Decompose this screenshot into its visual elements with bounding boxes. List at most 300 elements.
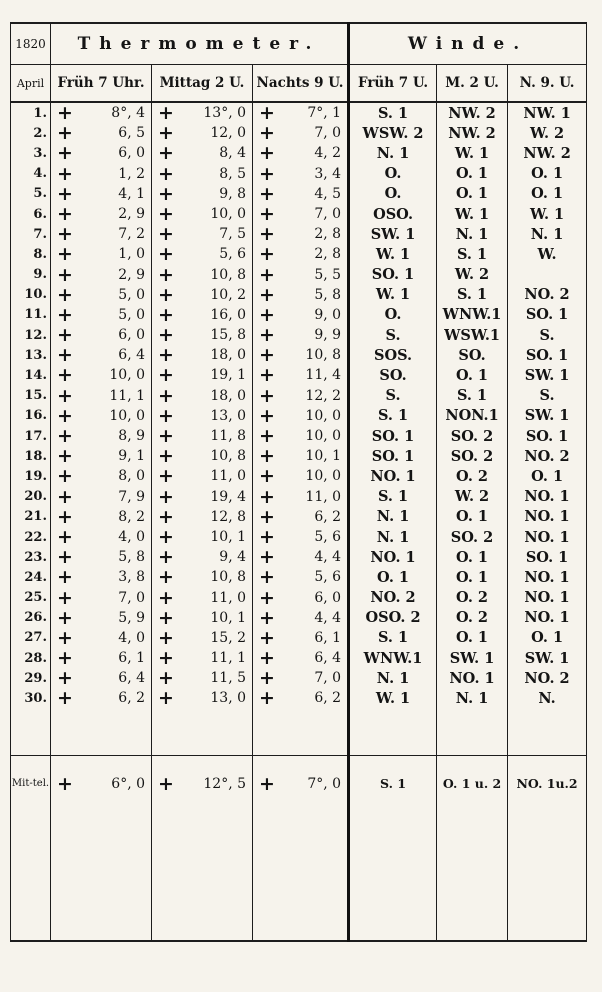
day-number: 7. <box>11 224 51 244</box>
table-row <box>11 365 587 385</box>
mean-row <box>11 755 587 812</box>
plus-sign: + <box>158 224 174 245</box>
wind-morning-cell: S. <box>349 325 437 345</box>
temp-morning-cell <box>51 648 152 668</box>
thermometer-title: Thermometer. <box>51 23 349 65</box>
temp-morning-cell <box>51 446 152 466</box>
plus-sign: + <box>57 123 73 144</box>
day-number: 28. <box>11 648 51 668</box>
temp-morning-cell <box>51 588 152 608</box>
wind-noon-cell: O. 1 <box>437 567 508 587</box>
wind-night-cell: N. <box>508 688 587 708</box>
temperature-value: 5, 0 <box>118 286 145 303</box>
plus-sign: + <box>158 426 174 447</box>
wind-noon-cell: SO. <box>437 345 508 365</box>
table-row <box>11 143 587 163</box>
plus-sign: + <box>158 688 174 709</box>
wind-night-cell: SW. 1 <box>508 648 587 668</box>
wind-night-cell: NW. 2 <box>508 143 587 163</box>
temperature-value: 10, 0 <box>305 428 342 444</box>
col-header-wind-night: N. 9. U. <box>508 65 587 103</box>
wind-night-cell: NO. 1 <box>508 527 587 547</box>
plus-sign: + <box>158 607 174 628</box>
wind-morning-cell: SO. <box>349 365 437 385</box>
plus-sign: + <box>57 365 73 386</box>
plus-sign: + <box>57 648 73 669</box>
wind-morning-cell: SO. 1 <box>349 265 437 285</box>
day-number: 13. <box>11 345 51 365</box>
plus-sign: + <box>259 486 275 507</box>
blank-cell <box>51 709 152 756</box>
temperature-value: 15, 8 <box>210 327 246 344</box>
temp-night-cell <box>253 466 349 486</box>
wind-morning-cell: S. 1 <box>349 102 437 123</box>
temp-night-cell <box>253 102 349 123</box>
plus-sign: + <box>259 385 275 406</box>
temp-noon-cell <box>152 204 253 224</box>
day-number: 12. <box>11 325 51 345</box>
day-number: 4. <box>11 164 51 184</box>
temp-night-cell <box>253 547 349 567</box>
wind-noon-cell: W. 1 <box>437 143 508 163</box>
temperature-value: 11, 0 <box>210 589 246 606</box>
wind-night-cell: NO. 2 <box>508 446 587 466</box>
day-number: 26. <box>11 608 51 628</box>
wind-noon-cell: SO. 2 <box>437 527 508 547</box>
temp-night-cell <box>253 164 349 184</box>
wind-noon-cell: NW. 2 <box>437 102 508 123</box>
temperature-value: 10, 0 <box>109 367 145 384</box>
plus-sign: + <box>259 446 275 467</box>
mean-temp-morning <box>51 755 152 812</box>
temp-noon-cell <box>152 406 253 426</box>
wind-morning-cell: NO. 1 <box>349 466 437 486</box>
wind-noon-cell: O. 1 <box>437 164 508 184</box>
temp-morning-cell <box>51 365 152 385</box>
blank-row <box>11 709 587 756</box>
temperature-value: 4, 4 <box>314 549 342 566</box>
wind-noon-cell: WNW.1 <box>437 305 508 325</box>
temp-night-cell <box>253 608 349 628</box>
temp-noon-cell <box>152 527 253 547</box>
table-row <box>11 648 587 668</box>
temp-noon-cell <box>152 648 253 668</box>
plus-sign: + <box>259 163 275 184</box>
wind-morning-cell: SW. 1 <box>349 224 437 244</box>
temperature-value: 9, 4 <box>219 549 246 566</box>
temperature-value: 2, 9 <box>118 205 145 222</box>
temperature-value: 19, 4 <box>210 488 246 505</box>
temperature-value: 9, 8 <box>219 185 246 202</box>
temperature-value: 8, 9 <box>118 428 145 444</box>
temperature-value: 10, 0 <box>305 468 342 485</box>
wind-night-cell: NO. 1 <box>508 507 587 527</box>
temp-noon-cell <box>152 446 253 466</box>
temperature-value: 10, 1 <box>210 528 246 545</box>
plus-sign: + <box>57 627 73 649</box>
table-row <box>11 386 587 406</box>
plus-sign: + <box>158 648 174 669</box>
plus-sign: + <box>57 224 73 245</box>
temperature-value: 8, 4 <box>219 145 246 162</box>
temp-night-cell <box>253 325 349 345</box>
temperature-value: 7, 0 <box>314 205 342 222</box>
plus-sign: + <box>57 325 73 346</box>
weather-table <box>10 22 587 942</box>
temperature-value: 11, 1 <box>109 387 145 404</box>
day-number: 3. <box>11 143 51 163</box>
temp-morning-cell <box>51 426 152 446</box>
table-row <box>11 608 587 628</box>
temp-night-cell <box>253 285 349 305</box>
plus-sign: + <box>259 668 275 689</box>
wind-night-cell: S. <box>508 325 587 345</box>
day-number: 6. <box>11 204 51 224</box>
mean-label: Mit-tel. <box>11 755 51 812</box>
plus-sign: + <box>57 426 73 447</box>
wind-morning-cell: OSO. 2 <box>349 608 437 628</box>
plus-sign: + <box>259 587 275 608</box>
wind-noon-cell: O. 1 <box>437 628 508 648</box>
plus-sign: + <box>259 244 275 265</box>
temperature-value: 5, 5 <box>314 266 342 283</box>
mean-wind-morning: S. 1 <box>349 755 437 812</box>
plus-sign: + <box>158 446 174 467</box>
day-number: 29. <box>11 668 51 688</box>
table-row <box>11 184 587 204</box>
plus-sign: + <box>259 325 275 346</box>
temp-night-cell <box>253 386 349 406</box>
plus-sign: + <box>259 627 275 649</box>
plus-sign: + <box>57 526 73 548</box>
table-row <box>11 265 587 285</box>
day-number: 30. <box>11 688 51 708</box>
temp-night-cell <box>253 184 349 204</box>
plus-sign: + <box>259 203 275 225</box>
plus-sign: + <box>158 345 174 366</box>
blank-cell <box>11 812 51 941</box>
plus-sign: + <box>158 284 174 305</box>
temp-noon-cell <box>152 102 253 123</box>
table-row <box>11 325 587 345</box>
wind-morning-cell: S. 1 <box>349 487 437 507</box>
blank-cell <box>253 709 349 756</box>
temp-morning-cell <box>51 345 152 365</box>
temp-night-cell <box>253 143 349 163</box>
table-row <box>11 688 587 708</box>
plus-sign: + <box>57 607 73 628</box>
temp-noon-cell <box>152 507 253 527</box>
wind-noon-cell: W. 1 <box>437 204 508 224</box>
temperature-value: 9, 1 <box>118 448 145 465</box>
temperature-value: 10, 8 <box>210 448 246 465</box>
table-row <box>11 102 587 123</box>
plus-sign: + <box>57 486 73 507</box>
plus-sign: + <box>259 466 275 487</box>
table-row <box>11 487 587 507</box>
temp-noon-cell <box>152 688 253 708</box>
day-number: 25. <box>11 588 51 608</box>
temp-morning-cell <box>51 164 152 184</box>
blank-cell <box>11 709 51 756</box>
temp-night-cell <box>253 507 349 527</box>
plus-sign: + <box>57 345 73 366</box>
temp-night-cell <box>253 668 349 688</box>
temperature-value: 7°, 0 <box>307 775 342 792</box>
temp-night-cell <box>253 345 349 365</box>
wind-noon-cell: O. 2 <box>437 588 508 608</box>
temp-night-cell <box>253 224 349 244</box>
temperature-value: 8, 2 <box>118 508 145 525</box>
plus-sign: + <box>158 102 174 124</box>
temp-noon-cell <box>152 325 253 345</box>
temp-night-cell <box>253 567 349 587</box>
plus-sign: + <box>158 123 174 144</box>
temperature-value: 4, 0 <box>118 629 145 646</box>
temperature-value: 10, 1 <box>210 609 246 626</box>
temp-noon-cell <box>152 628 253 648</box>
plus-sign: + <box>158 486 174 507</box>
temp-noon-cell <box>152 123 253 143</box>
plus-sign: + <box>259 772 275 795</box>
wind-night-cell: SO. 1 <box>508 305 587 325</box>
temperature-value: 6, 2 <box>314 508 342 525</box>
temp-noon-cell <box>152 487 253 507</box>
temperature-value: 10, 0 <box>210 205 246 222</box>
wind-noon-cell: O. 1 <box>437 547 508 567</box>
temp-noon-cell <box>152 386 253 406</box>
temperature-value: 11, 0 <box>210 468 246 485</box>
temp-morning-cell <box>51 123 152 143</box>
plus-sign: + <box>57 203 73 225</box>
plus-sign: + <box>57 668 73 689</box>
temp-morning-cell <box>51 265 152 285</box>
temp-noon-cell <box>152 588 253 608</box>
plus-sign: + <box>57 567 73 588</box>
wind-noon-cell: SO. 2 <box>437 426 508 446</box>
temp-morning-cell <box>51 487 152 507</box>
temperature-value: 8, 5 <box>219 165 246 182</box>
plus-sign: + <box>259 123 275 144</box>
temperature-value: 10, 8 <box>210 266 246 283</box>
day-number: 10. <box>11 285 51 305</box>
table-row <box>11 628 587 648</box>
temperature-value: 6°, 0 <box>111 775 145 792</box>
col-header-temp-noon: Mittag 2 U. <box>152 65 253 103</box>
temp-morning-cell <box>51 406 152 426</box>
temp-night-cell <box>253 305 349 325</box>
temperature-value: 3, 4 <box>314 165 342 182</box>
blank-row <box>11 812 587 941</box>
wind-night-cell: NO. 2 <box>508 668 587 688</box>
day-number: 21. <box>11 507 51 527</box>
plus-sign: + <box>158 772 174 795</box>
temp-morning-cell <box>51 244 152 264</box>
plus-sign: + <box>158 143 174 164</box>
temperature-value: 16, 0 <box>210 306 246 323</box>
temperature-value: 4, 2 <box>314 145 342 162</box>
temperature-value: 6, 1 <box>314 629 342 646</box>
plus-sign: + <box>259 405 275 426</box>
temperature-value: 18, 0 <box>210 387 246 404</box>
table-row <box>11 164 587 184</box>
temp-noon-cell <box>152 426 253 446</box>
year-label: 1820 <box>11 23 51 65</box>
wind-morning-cell: N. 1 <box>349 527 437 547</box>
temp-night-cell <box>253 527 349 547</box>
plus-sign: + <box>57 284 73 305</box>
plus-sign: + <box>158 325 174 346</box>
wind-noon-cell: WSW.1 <box>437 325 508 345</box>
blank-cell <box>508 812 587 941</box>
temp-morning-cell <box>51 628 152 648</box>
temperature-value: 2, 9 <box>118 266 145 283</box>
mean-wind-night: NO. 1u.2 <box>508 755 587 812</box>
plus-sign: + <box>158 304 174 326</box>
col-header-temp-morning: Früh 7 Uhr. <box>51 65 152 103</box>
temperature-value: 6, 4 <box>314 650 342 667</box>
plus-sign: + <box>158 526 174 548</box>
temperature-value: 9, 0 <box>314 306 342 323</box>
mean-temp-noon <box>152 755 253 812</box>
plus-sign: + <box>158 183 174 204</box>
temp-morning-cell <box>51 285 152 305</box>
temperature-value: 12, 8 <box>210 508 246 525</box>
temperature-value: 15, 2 <box>210 629 246 646</box>
wind-noon-cell: W. 2 <box>437 265 508 285</box>
wind-night-cell <box>508 265 587 285</box>
table-row <box>11 507 587 527</box>
plus-sign: + <box>259 506 275 527</box>
table-row <box>11 668 587 688</box>
temp-morning-cell <box>51 608 152 628</box>
blank-cell <box>437 709 508 756</box>
temperature-value: 10, 2 <box>210 286 246 303</box>
plus-sign: + <box>57 506 73 527</box>
temp-night-cell <box>253 426 349 446</box>
temp-morning-cell <box>51 668 152 688</box>
wind-noon-cell: O. 2 <box>437 466 508 486</box>
temperature-value: 10, 8 <box>210 569 246 586</box>
wind-morning-cell: W. 1 <box>349 688 437 708</box>
wind-noon-cell: O. 1 <box>437 507 508 527</box>
temperature-value: 12, 2 <box>305 387 342 404</box>
temperature-value: 10, 0 <box>305 407 342 424</box>
temperature-value: 7°, 1 <box>307 105 342 121</box>
temp-night-cell <box>253 628 349 648</box>
plus-sign: + <box>259 688 275 709</box>
temp-noon-cell <box>152 668 253 688</box>
temp-night-cell <box>253 688 349 708</box>
wind-night-cell: NO. 2 <box>508 285 587 305</box>
temp-noon-cell <box>152 164 253 184</box>
table-row <box>11 588 587 608</box>
temp-morning-cell <box>51 547 152 567</box>
plus-sign: + <box>259 547 275 568</box>
plus-sign: + <box>158 466 174 487</box>
temp-night-cell <box>253 487 349 507</box>
temp-night-cell <box>253 446 349 466</box>
temp-morning-cell <box>51 567 152 587</box>
temp-night-cell <box>253 648 349 668</box>
col-header-temp-night: Nachts 9 U. <box>253 65 349 103</box>
temperature-value: 5, 6 <box>219 246 246 263</box>
blank-cell <box>437 812 508 941</box>
temp-morning-cell <box>51 325 152 345</box>
day-number: 5. <box>11 184 51 204</box>
wind-morning-cell: W. 1 <box>349 285 437 305</box>
plus-sign: + <box>259 365 275 386</box>
temp-noon-cell <box>152 547 253 567</box>
plus-sign: + <box>57 446 73 467</box>
plus-sign: + <box>259 224 275 245</box>
temp-morning-cell <box>51 527 152 547</box>
temp-night-cell <box>253 365 349 385</box>
temp-morning-cell <box>51 204 152 224</box>
temperature-value: 13, 0 <box>210 407 246 424</box>
wind-night-cell: NO. 1 <box>508 487 587 507</box>
wind-morning-cell: N. 1 <box>349 668 437 688</box>
wind-morning-cell: O. <box>349 305 437 325</box>
day-number: 1. <box>11 102 51 123</box>
table-row <box>11 466 587 486</box>
wind-morning-cell: WSW. 2 <box>349 123 437 143</box>
temperature-value: 11, 4 <box>305 367 342 384</box>
table-row <box>11 406 587 426</box>
temperature-value: 4, 4 <box>314 609 342 626</box>
temperature-value: 5, 6 <box>314 528 342 545</box>
wind-night-cell: SW. 1 <box>508 406 587 426</box>
table-row <box>11 446 587 466</box>
plus-sign: + <box>259 102 275 124</box>
wind-morning-cell: S. 1 <box>349 406 437 426</box>
temperature-value: 7, 2 <box>118 226 145 243</box>
blank-cell <box>508 709 587 756</box>
temperature-value: 2, 8 <box>314 226 342 243</box>
col-header-wind-morning: Früh 7 U. <box>349 65 437 103</box>
wind-night-cell: O. 1 <box>508 466 587 486</box>
wind-morning-cell: O. <box>349 184 437 204</box>
wind-noon-cell: N. 1 <box>437 688 508 708</box>
temp-noon-cell <box>152 365 253 385</box>
temp-morning-cell <box>51 102 152 123</box>
wind-noon-cell: NON.1 <box>437 406 508 426</box>
day-number: 14. <box>11 365 51 385</box>
table-row <box>11 567 587 587</box>
wind-night-cell: NO. 1 <box>508 567 587 587</box>
temperature-value: 4, 5 <box>314 185 342 202</box>
plus-sign: + <box>259 304 275 326</box>
wind-morning-cell: SO. 1 <box>349 426 437 446</box>
table-row <box>11 224 587 244</box>
plus-sign: + <box>57 244 73 265</box>
temperature-value: 8°, 4 <box>111 105 145 121</box>
table-row <box>11 285 587 305</box>
temperature-value: 6, 5 <box>118 125 145 142</box>
temperature-value: 7, 9 <box>118 488 145 505</box>
temperature-value: 10, 8 <box>305 347 342 364</box>
temp-morning-cell <box>51 143 152 163</box>
temp-night-cell <box>253 123 349 143</box>
temperature-value: 9, 9 <box>314 327 342 344</box>
plus-sign: + <box>259 426 275 447</box>
temp-night-cell <box>253 244 349 264</box>
wind-night-cell: W. 2 <box>508 123 587 143</box>
wind-night-cell: O. 1 <box>508 184 587 204</box>
temperature-value: 6, 0 <box>118 145 145 162</box>
blank-cell <box>152 812 253 941</box>
plus-sign: + <box>158 385 174 406</box>
